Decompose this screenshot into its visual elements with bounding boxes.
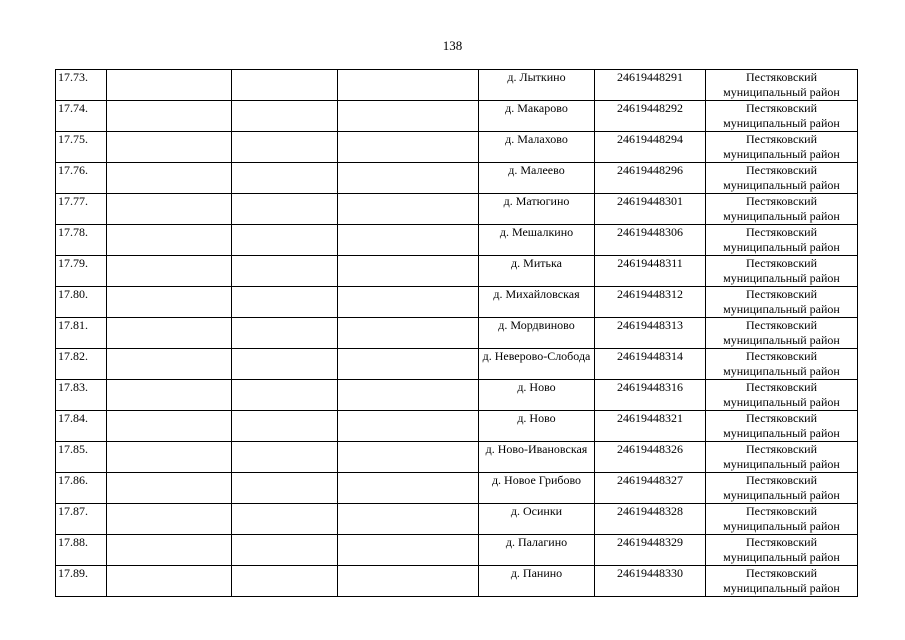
district-cell: Пестяковский муниципальный район bbox=[706, 287, 858, 318]
table-row bbox=[56, 380, 858, 411]
empty-cell bbox=[338, 411, 479, 442]
empty-cell bbox=[232, 411, 338, 442]
oktmo-code-cell: 24619448316 bbox=[595, 380, 706, 411]
empty-cell bbox=[107, 349, 232, 380]
row-number-cell: 17.80. bbox=[56, 287, 107, 318]
empty-cell bbox=[232, 256, 338, 287]
empty-cell bbox=[107, 132, 232, 163]
empty-cell bbox=[232, 318, 338, 349]
empty-cell bbox=[232, 473, 338, 504]
locality-cell: д. Мордвиново bbox=[479, 318, 595, 349]
oktmo-code-cell: 24619448291 bbox=[595, 70, 706, 101]
empty-cell bbox=[338, 504, 479, 535]
empty-cell bbox=[338, 473, 479, 504]
locality-cell: д. Ново-Ивановская bbox=[479, 442, 595, 473]
table-row bbox=[56, 101, 858, 132]
row-number-cell: 17.77. bbox=[56, 194, 107, 225]
row-number-cell: 17.85. bbox=[56, 442, 107, 473]
oktmo-code-cell: 24619448312 bbox=[595, 287, 706, 318]
oktmo-code-cell: 24619448292 bbox=[595, 101, 706, 132]
empty-cell bbox=[232, 535, 338, 566]
empty-cell bbox=[107, 380, 232, 411]
empty-cell bbox=[232, 194, 338, 225]
oktmo-code-cell: 24619448327 bbox=[595, 473, 706, 504]
table-row bbox=[56, 194, 858, 225]
table-row bbox=[56, 132, 858, 163]
empty-cell bbox=[338, 101, 479, 132]
oktmo-code-cell: 24619448296 bbox=[595, 163, 706, 194]
district-cell: Пестяковский муниципальный район bbox=[706, 535, 858, 566]
table-row bbox=[56, 473, 858, 504]
oktmo-code-cell: 24619448330 bbox=[595, 566, 706, 597]
locality-cell: д. Михайловская bbox=[479, 287, 595, 318]
oktmo-code-cell: 24619448294 bbox=[595, 132, 706, 163]
oktmo-code-cell: 24619448311 bbox=[595, 256, 706, 287]
oktmo-code-cell: 24619448314 bbox=[595, 349, 706, 380]
table-row bbox=[56, 566, 858, 597]
row-number-cell: 17.76. bbox=[56, 163, 107, 194]
row-number-cell: 17.83. bbox=[56, 380, 107, 411]
table-row bbox=[56, 256, 858, 287]
locality-cell: д. Ново bbox=[479, 411, 595, 442]
empty-cell bbox=[107, 504, 232, 535]
row-number-cell: 17.78. bbox=[56, 225, 107, 256]
empty-cell bbox=[232, 225, 338, 256]
district-cell: Пестяковский муниципальный район bbox=[706, 132, 858, 163]
empty-cell bbox=[107, 163, 232, 194]
empty-cell bbox=[232, 163, 338, 194]
empty-cell bbox=[232, 287, 338, 318]
oktmo-code-cell: 24619448306 bbox=[595, 225, 706, 256]
table-row bbox=[56, 225, 858, 256]
row-number-cell: 17.74. bbox=[56, 101, 107, 132]
locality-cell: д. Осинки bbox=[479, 504, 595, 535]
district-cell: Пестяковский муниципальный район bbox=[706, 70, 858, 101]
district-cell: Пестяковский муниципальный район bbox=[706, 318, 858, 349]
empty-cell bbox=[338, 380, 479, 411]
district-cell: Пестяковский муниципальный район bbox=[706, 566, 858, 597]
empty-cell bbox=[338, 349, 479, 380]
table-row bbox=[56, 504, 858, 535]
empty-cell bbox=[107, 318, 232, 349]
table-row bbox=[56, 287, 858, 318]
table-row bbox=[56, 411, 858, 442]
empty-cell bbox=[107, 101, 232, 132]
empty-cell bbox=[338, 535, 479, 566]
locality-cell: д. Макарово bbox=[479, 101, 595, 132]
locality-cell: д. Палагино bbox=[479, 535, 595, 566]
empty-cell bbox=[338, 225, 479, 256]
oktmo-code-cell: 24619448321 bbox=[595, 411, 706, 442]
locality-cell: д. Мешалкино bbox=[479, 225, 595, 256]
locality-cell: д. Ново bbox=[479, 380, 595, 411]
locality-cell: д. Матюгино bbox=[479, 194, 595, 225]
empty-cell bbox=[107, 535, 232, 566]
empty-cell bbox=[338, 442, 479, 473]
row-number-cell: 17.86. bbox=[56, 473, 107, 504]
row-number-cell: 17.88. bbox=[56, 535, 107, 566]
oktmo-code-cell: 24619448313 bbox=[595, 318, 706, 349]
empty-cell bbox=[338, 194, 479, 225]
locality-cell: д. Лыткино bbox=[479, 70, 595, 101]
empty-cell bbox=[107, 287, 232, 318]
empty-cell bbox=[232, 349, 338, 380]
row-number-cell: 17.75. bbox=[56, 132, 107, 163]
empty-cell bbox=[338, 163, 479, 194]
locality-cell: д. Малеево bbox=[479, 163, 595, 194]
locality-cell: д. Панино bbox=[479, 566, 595, 597]
district-cell: Пестяковский муниципальный район bbox=[706, 504, 858, 535]
empty-cell bbox=[232, 132, 338, 163]
district-cell: Пестяковский муниципальный район bbox=[706, 225, 858, 256]
district-cell: Пестяковский муниципальный район bbox=[706, 411, 858, 442]
oktmo-code-cell: 24619448326 bbox=[595, 442, 706, 473]
empty-cell bbox=[338, 70, 479, 101]
empty-cell bbox=[338, 566, 479, 597]
empty-cell bbox=[107, 566, 232, 597]
empty-cell bbox=[107, 70, 232, 101]
district-cell: Пестяковский муниципальный район bbox=[706, 442, 858, 473]
row-number-cell: 17.84. bbox=[56, 411, 107, 442]
district-cell: Пестяковский муниципальный район bbox=[706, 473, 858, 504]
district-cell: Пестяковский муниципальный район bbox=[706, 194, 858, 225]
empty-cell bbox=[232, 566, 338, 597]
empty-cell bbox=[107, 411, 232, 442]
registry-table bbox=[55, 69, 858, 597]
empty-cell bbox=[338, 132, 479, 163]
row-number-cell: 17.81. bbox=[56, 318, 107, 349]
empty-cell bbox=[232, 380, 338, 411]
locality-cell: д. Малахово bbox=[479, 132, 595, 163]
oktmo-code-cell: 24619448329 bbox=[595, 535, 706, 566]
table-row bbox=[56, 70, 858, 101]
table-row bbox=[56, 318, 858, 349]
table-body bbox=[56, 70, 858, 597]
oktmo-code-cell: 24619448328 bbox=[595, 504, 706, 535]
table-row bbox=[56, 535, 858, 566]
empty-cell bbox=[232, 504, 338, 535]
empty-cell bbox=[232, 101, 338, 132]
row-number-cell: 17.87. bbox=[56, 504, 107, 535]
empty-cell bbox=[232, 70, 338, 101]
oktmo-code-cell: 24619448301 bbox=[595, 194, 706, 225]
row-number-cell: 17.82. bbox=[56, 349, 107, 380]
empty-cell bbox=[107, 194, 232, 225]
table-row bbox=[56, 349, 858, 380]
locality-cell: д. Новое Грибово bbox=[479, 473, 595, 504]
page-number: 138 bbox=[442, 38, 463, 53]
empty-cell bbox=[338, 256, 479, 287]
empty-cell bbox=[338, 318, 479, 349]
locality-cell: д. Митька bbox=[479, 256, 595, 287]
district-cell: Пестяковский муниципальный район bbox=[706, 256, 858, 287]
empty-cell bbox=[338, 287, 479, 318]
row-number-cell: 17.73. bbox=[56, 70, 107, 101]
empty-cell bbox=[107, 256, 232, 287]
empty-cell bbox=[107, 442, 232, 473]
table-row bbox=[56, 163, 858, 194]
table-row bbox=[56, 442, 858, 473]
locality-cell: д. Неверово-Слобода bbox=[479, 349, 595, 380]
district-cell: Пестяковский муниципальный район bbox=[706, 349, 858, 380]
empty-cell bbox=[232, 442, 338, 473]
district-cell: Пестяковский муниципальный район bbox=[706, 101, 858, 132]
district-cell: Пестяковский муниципальный район bbox=[706, 380, 858, 411]
row-number-cell: 17.79. bbox=[56, 256, 107, 287]
district-cell: Пестяковский муниципальный район bbox=[706, 163, 858, 194]
row-number-cell: 17.89. bbox=[56, 566, 107, 597]
empty-cell bbox=[107, 473, 232, 504]
empty-cell bbox=[107, 225, 232, 256]
